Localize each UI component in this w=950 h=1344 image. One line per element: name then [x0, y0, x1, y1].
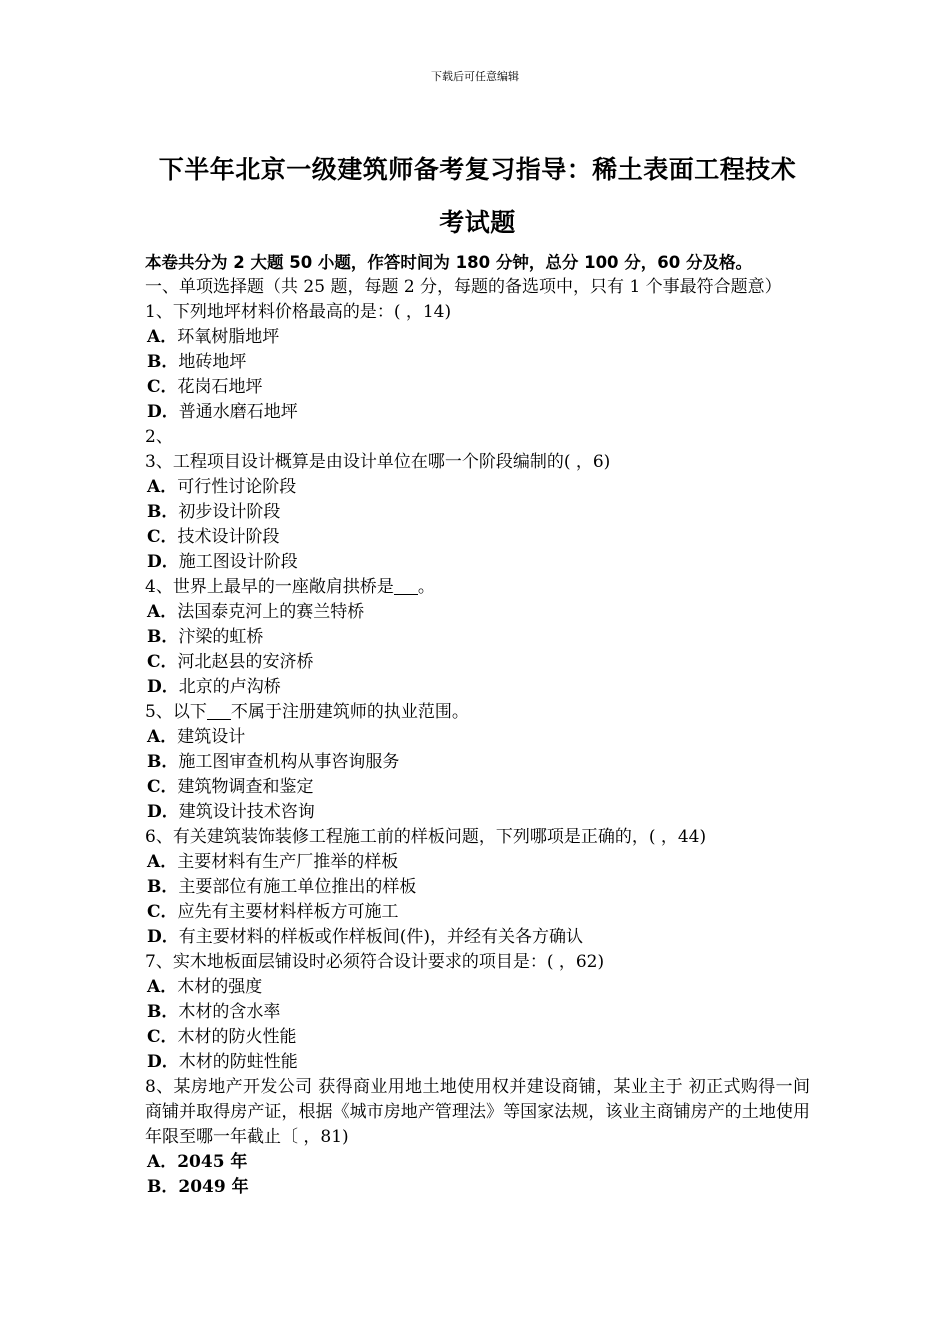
answer-blank — [394, 577, 418, 595]
option: A．建筑设计 — [147, 727, 246, 747]
option: B．汴梁的虹桥 — [147, 627, 264, 647]
option: A．主要材料有生产厂推举的样板 — [147, 852, 399, 872]
exam-content — [145, 250, 810, 1200]
option: A．法国泰克河上的赛兰特桥 — [147, 602, 365, 622]
option: D．有主要材料的样板或作样板间(件)，并经有关各方确认 — [147, 927, 584, 947]
option: A．2045 年 — [147, 1152, 248, 1172]
option: A．环氧树脂地坪 — [147, 327, 280, 347]
option: A．木材的强度 — [147, 977, 263, 997]
question-stem: 8、某房地产开发公司 获得商业用地土地使用权并建设商铺，某业主于 初正式购得一间商铺并取得房产证，根据《城市房地产管理法》等国家法规，该业主商铺房产的土地使用年限至哪一年截止〔 ，81) — [145, 1077, 810, 1147]
question-stem: 7、实木地板面层铺设时必须符合设计要求的项目是：( ，62) — [145, 952, 605, 972]
option: B．木材的含水率 — [147, 1002, 281, 1022]
document-title: 下半年北京一级建筑师备考复习指导：稀土表面工程技术 — [158, 155, 797, 184]
question-stem: 3、工程项目设计概算是由设计单位在哪一个阶段编制的( ，6) — [145, 452, 611, 472]
option: C．木材的防火性能 — [147, 1027, 297, 1047]
option: B．主要部位有施工单位推出的样板 — [147, 877, 417, 897]
question-stem: 4、世界上最早的一座敞肩拱桥是 。 — [145, 577, 435, 597]
option: C．花岗石地坪 — [147, 377, 263, 397]
option: D．木材的防蛀性能 — [147, 1052, 298, 1072]
option: C．应先有主要材料样板方可施工 — [147, 902, 399, 922]
option: D．施工图设计阶段 — [147, 552, 298, 572]
option: C．建筑物调查和鉴定 — [147, 777, 314, 797]
option: B．2049 年 — [147, 1177, 249, 1197]
option: D．普通水磨石地坪 — [147, 402, 298, 422]
option: C．河北赵县的安济桥 — [147, 652, 314, 672]
option: B．地砖地坪 — [147, 352, 247, 372]
question-stem: 5、以下 不属于注册建筑师的执业范围。 — [145, 702, 469, 722]
document-title-continued: 考试题 — [439, 208, 516, 237]
option: D．建筑设计技术咨询 — [147, 802, 315, 822]
exam-summary: 本卷共分为 2 大题 50 小题，作答时间为 180 分钟，总分 100 分，60 分及格。 — [145, 253, 752, 272]
question-stem: 6、有关建筑装饰装修工程施工前的样板问题，下列哪项是正确的，( ，44) — [145, 827, 707, 847]
option: C．技术设计阶段 — [147, 527, 280, 547]
option: B．施工图审查机构从事咨询服务 — [147, 752, 400, 772]
section-heading: 一、单项选择题（共 25 题，每题 2 分，每题的备选项中，只有 1 个事最符合题意） — [145, 277, 782, 297]
question-stem: 1、下列地坪材料价格最高的是：( ，14) — [145, 302, 452, 322]
header-note: 下载后可任意编辑 — [431, 70, 519, 83]
option: A．可行性讨论阶段 — [147, 477, 297, 497]
option: B．初步设计阶段 — [147, 502, 281, 522]
option: D．北京的卢沟桥 — [147, 677, 281, 697]
answer-blank — [207, 702, 231, 720]
question-stem: 2、 — [145, 427, 173, 447]
